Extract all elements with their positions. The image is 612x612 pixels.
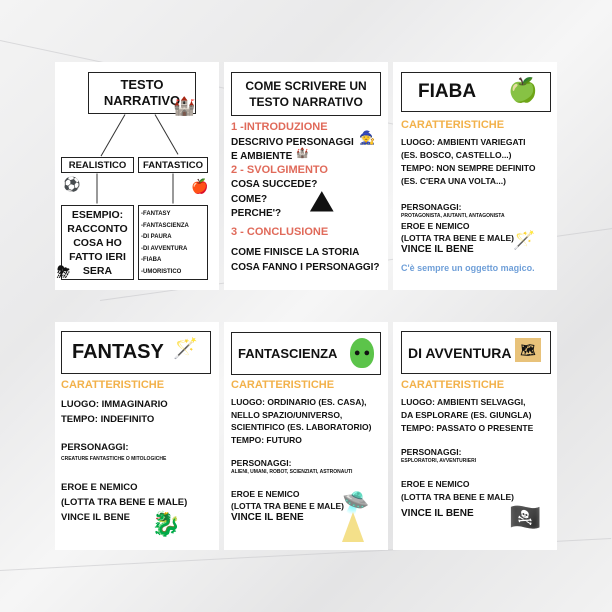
pirate-ship-icon: 🏴‍☠️ bbox=[509, 502, 542, 532]
text-line: COME? bbox=[231, 193, 268, 205]
text-line: COSA FANNO I PERSONAGGI? bbox=[231, 262, 380, 273]
castle-icon: 🏰 bbox=[296, 148, 309, 159]
characters-list: ESPLORATORI, AVVENTURIERI bbox=[401, 458, 477, 464]
section-introduction: 1 -INTRODUZIONE bbox=[231, 121, 328, 133]
card-di-avventura bbox=[393, 322, 557, 550]
card-fantasy bbox=[55, 322, 219, 550]
genre-item: -FANTASCIENZA bbox=[141, 222, 189, 229]
text-line: COSA SUCCEDE? bbox=[231, 179, 318, 190]
development-text bbox=[231, 178, 317, 222]
realistic-box: REALISTICO bbox=[61, 157, 134, 173]
text-line: NELLO SPAZIO/UNIVERSO, bbox=[231, 409, 343, 420]
text-line: E AMBIENTE bbox=[231, 151, 293, 162]
magic-wand-icon: 🪄 bbox=[173, 338, 198, 360]
title-box: FIABA bbox=[401, 72, 551, 112]
text-line: LUOGO: AMBIENTI VARIEGATI bbox=[401, 137, 526, 147]
text-line: EROE E NEMICO bbox=[401, 221, 470, 231]
characteristics-list bbox=[231, 396, 371, 446]
intro-text bbox=[231, 136, 354, 164]
castle-dragon-icon: 🐉 bbox=[151, 511, 181, 538]
text-line: EROE E NEMICO bbox=[231, 489, 300, 499]
arrow-line bbox=[101, 114, 126, 156]
castle-book-icon: 🏰 bbox=[173, 96, 196, 116]
genre-item: -UMORISTICO bbox=[141, 268, 182, 275]
poison-apple-icon: 🍎 bbox=[191, 178, 209, 194]
genre-item: -FIABA bbox=[141, 257, 162, 263]
text-line: VINCE IL BENE bbox=[61, 512, 130, 523]
storm-cloud-icon: ⛈ bbox=[57, 264, 70, 281]
text-line: DESCRIVO PERSONAGGI bbox=[231, 137, 354, 148]
hero-text bbox=[401, 220, 514, 256]
characteristics-heading: CARATTERISTICHE bbox=[401, 379, 505, 391]
title-box: COME SCRIVERE UN TESTO NARRATIVO bbox=[231, 72, 381, 116]
treasure-map-icon: 🗺 bbox=[515, 338, 541, 362]
text-line: VINCE IL BENE bbox=[401, 508, 474, 519]
characteristics-list bbox=[401, 396, 533, 435]
title-box: FANTASY bbox=[61, 331, 211, 374]
text-line: TEMPO: FUTURO bbox=[231, 434, 302, 445]
text-line: TEMPO: NON SEMPRE DEFINITO bbox=[401, 163, 536, 173]
text-line: TEMPO: PASSATO O PRESENTE bbox=[401, 423, 534, 433]
characters-label: PERSONAGGI: bbox=[231, 458, 292, 468]
wizard-icon: 🧙 bbox=[359, 130, 376, 145]
characters-label: PERSONAGGI: bbox=[61, 442, 129, 453]
section-conclusion: 3 - CONCLUSIONE bbox=[231, 226, 329, 238]
hero-text bbox=[231, 489, 344, 524]
hero-text bbox=[401, 478, 514, 520]
characteristics-list bbox=[401, 136, 535, 188]
text-line: (LOTTA TRA BENE E MALE) bbox=[401, 492, 515, 502]
text-line: (LOTTA TRA BENE E MALE) bbox=[401, 233, 515, 243]
characters-label: PERSONAGGI: bbox=[401, 447, 462, 457]
text-line: VINCE IL BENE bbox=[231, 512, 304, 523]
characters-list: ALIENI, UMANI, ROBOT, SCIENZIATI, ASTRONAUTI bbox=[231, 469, 353, 475]
characters-label: PERSONAGGI: bbox=[401, 202, 462, 212]
text-line: (LOTTA TRA BENE E MALE) bbox=[231, 500, 345, 511]
characteristics-heading: CARATTERISTICHE bbox=[61, 379, 165, 391]
card-come-scrivere bbox=[224, 62, 388, 290]
conclusion-text bbox=[231, 245, 380, 275]
genre-item: -DI PAURA bbox=[141, 234, 172, 240]
magic-wand-icon: 🪄 bbox=[513, 230, 536, 250]
example-box: ESEMPIO: RACCONTO COSA HO FATTO IERI SERA bbox=[61, 205, 134, 280]
fantastic-box: FANTASTICO bbox=[138, 157, 208, 173]
characteristics-list bbox=[61, 397, 168, 427]
card-fiaba bbox=[393, 62, 557, 290]
text-line: SCIENTIFICO (ES. LABORATORIO) bbox=[231, 422, 372, 432]
poison-apple-icon: 🍏 bbox=[508, 77, 538, 104]
alien-icon: ● ● bbox=[350, 338, 374, 368]
dragon-mountain-icon: ⛰ bbox=[310, 186, 334, 217]
genre-item: -FANTASY bbox=[141, 211, 171, 217]
arrow-line bbox=[155, 114, 179, 154]
text-line: VINCE IL BENE bbox=[401, 244, 474, 255]
characteristics-heading: CARATTERISTICHE bbox=[231, 379, 335, 391]
magic-object-note: C'è sempre un oggetto magico. bbox=[401, 263, 535, 273]
title-box: DI AVVENTURA bbox=[401, 331, 551, 374]
text-line: TEMPO: INDEFINITO bbox=[61, 414, 155, 425]
text-line: EROE E NEMICO bbox=[401, 479, 470, 489]
characters-list: CREATURE FANTASTICHE O MITOLOGICHE bbox=[61, 456, 167, 462]
football-player-icon: ⚽ bbox=[63, 176, 81, 192]
arrow-line bbox=[97, 174, 98, 204]
arrow-line bbox=[173, 174, 174, 204]
text-line: DA ESPLORARE (ES. GIUNGLA) bbox=[401, 410, 532, 420]
text-line: (ES. C'ERA UNA VOLTA...) bbox=[401, 176, 506, 186]
text-line: LUOGO: IMMAGINARIO bbox=[61, 399, 168, 410]
genre-item: -DI AVVENTURA bbox=[141, 245, 188, 252]
card-fantascienza bbox=[224, 322, 388, 550]
text-line: (LOTTA TRA BENE E MALE) bbox=[61, 497, 188, 508]
card-testo-narrativo bbox=[55, 62, 219, 290]
genres-box bbox=[138, 205, 208, 280]
text-line: LUOGO: ORDINARIO (ES. CASA), bbox=[231, 397, 367, 407]
ufo-icon: 🛸 bbox=[342, 490, 370, 515]
title-box: FANTASCIENZA bbox=[231, 332, 381, 375]
title-box: TESTO NARRATIVO bbox=[88, 72, 196, 114]
section-development: 2 - SVOLGIMENTO bbox=[231, 164, 328, 176]
text-line: LUOGO: AMBIENTI SELVAGGI, bbox=[401, 397, 526, 407]
text-line: EROE E NEMICO bbox=[61, 482, 138, 493]
characteristics-heading: CARATTERISTICHE bbox=[401, 119, 505, 131]
ufo-beam bbox=[342, 512, 364, 542]
text-line: (ES. BOSCO, CASTELLO...) bbox=[401, 150, 512, 160]
text-line: PERCHE'? bbox=[231, 208, 282, 219]
text-line: COME FINISCE LA STORIA bbox=[231, 247, 360, 258]
characters-list: PROTAGONISTA, AIUTANTI, ANTAGONISTA bbox=[401, 213, 505, 219]
